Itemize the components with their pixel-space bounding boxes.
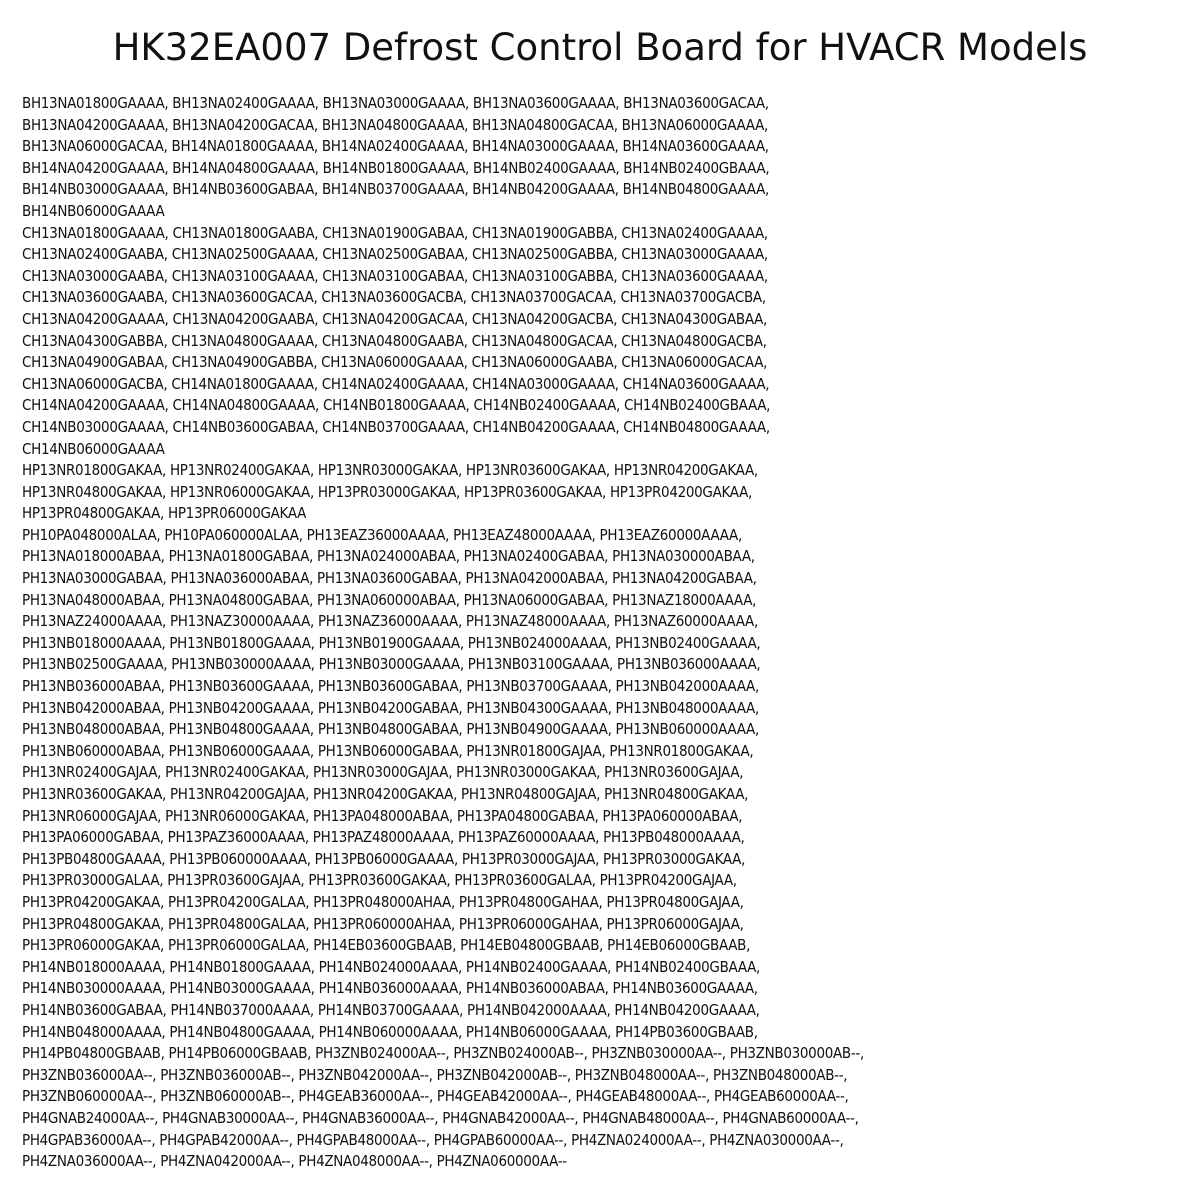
model-list-line: CH13NA03000GAABA, CH13NA03100GAAAA, CH13NA03100GABAA, CH13NA03100GABBA, CH13NA03600GAAAA, bbox=[22, 266, 768, 285]
model-list-line: PH14PB04800GBAAB, PH14PB06000GBAAB, PH3ZNB024000AA--, PH3ZNB024000AB--, PH3ZNB030000AA--, PH3ZNB030000AB--, bbox=[22, 1044, 864, 1063]
model-list-line: PH13NB060000ABAA, PH13NB06000GAAAA, PH13NB06000GABAA, PH13NR01800GAJAA, PH13NR01800GAKAA, bbox=[22, 741, 754, 760]
model-list-line: PH13NR06000GAJAA, PH13NR06000GAKAA, PH13PA048000ABAA, PH13PA04800GABAA, PH13PA060000ABAA, bbox=[22, 806, 743, 825]
page-title: HK32EA007 Defrost Control Board for HVACR Models bbox=[112, 26, 1088, 69]
model-list-line: HP13PR04800GAKAA, HP13PR06000GAKAA bbox=[22, 504, 307, 523]
model-list-line: PH13NA018000ABAA, PH13NA01800GABAA, PH13NA024000ABAA, PH13NA02400GABAA, PH13NA030000ABAA, bbox=[22, 547, 755, 566]
model-list-line: PH4GNAB24000AA--, PH4GNAB30000AA--, PH4GNAB36000AA--, PH4GNAB42000AA--, PH4GNAB48000AA--, PH4GNAB60000AA--, bbox=[22, 1108, 859, 1127]
model-list-line: PH14NB030000AAAA, PH14NB03000GAAAA, PH14NB036000AAAA, PH14NB036000ABAA, PH14NB03600GAAAA, bbox=[22, 979, 758, 998]
model-list-line: BH14NA04200GAAAA, BH14NA04800GAAAA, BH14NB01800GAAAA, BH14NB02400GAAAA, BH14NB02400GBAAA, bbox=[22, 158, 770, 177]
model-list-line: PH13PB04800GAAAA, PH13PB060000AAAA, PH13PB06000GAAAA, PH13PR03000GAJAA, PH13PR03000GAKAA, bbox=[22, 849, 746, 868]
model-list-line: PH13PR04800GAKAA, PH13PR04800GALAA, PH13PR060000AHAA, PH13PR06000GAHAA, PH13PR06000GAJAA, bbox=[22, 914, 744, 933]
model-list-line: PH3ZNB060000AA--, PH3ZNB060000AB--, PH4GEAB36000AA--, PH4GEAB42000AA--, PH4GEAB48000AA--, PH4GEAB60000AA--, bbox=[22, 1087, 849, 1106]
model-list-line: CH13NA04200GAAAA, CH13NA04200GAABA, CH13NA04200GACAA, CH13NA04200GACBA, CH13NA04300GABAA, bbox=[22, 309, 768, 328]
model-list-line: CH13NA03600GAABA, CH13NA03600GACAA, CH13NA03600GACBA, CH13NA03700GACAA, CH13NA03700GACBA, bbox=[22, 288, 766, 307]
model-list-line: PH13NB018000AAAA, PH13NB01800GAAAA, PH13NB01900GAAAA, PH13NB024000AAAA, PH13NB02400GAAAA, bbox=[22, 633, 761, 652]
model-list-line: PH14NB03600GABAA, PH14NB037000AAAA, PH14NB03700GAAAA, PH14NB042000AAAA, PH14NB04200GAAAA, bbox=[22, 1000, 760, 1019]
model-list-line: BH13NA06000GACAA, BH14NA01800GAAAA, BH14NA02400GAAAA, BH14NA03000GAAAA, BH14NA03600GAAAA, bbox=[22, 137, 769, 156]
model-list-line: BH13NA01800GAAAA, BH13NA02400GAAAA, BH13NA03000GAAAA, BH13NA03600GAAAA, BH13NA03600GACAA, bbox=[22, 94, 769, 112]
model-list-line: PH4ZNA036000AA--, PH4ZNA042000AA--, PH4ZNA048000AA--, PH4ZNA060000AA-- bbox=[22, 1152, 567, 1171]
model-list-line: PH13NR03600GAKAA, PH13NR04200GAJAA, PH13NR04200GAKAA, PH13NR04800GAJAA, PH13NR04800GAKAA, bbox=[22, 785, 749, 803]
model-list-line: PH13NA048000ABAA, PH13NA04800GABAA, PH13NA060000ABAA, PH13NA06000GABAA, PH13NAZ18000AAAA, bbox=[22, 590, 757, 609]
model-list-line: PH14NB018000AAAA, PH14NB01800GAAAA, PH14NB024000AAAA, PH14NB02400GAAAA, PH14NB02400GBAAA, bbox=[22, 957, 761, 976]
model-list-line: CH13NA04300GABBA, CH13NA04800GAAAA, CH13NA04800GAABA, CH13NA04800GACAA, CH13NA04800GACBA, bbox=[22, 331, 767, 350]
model-list-line: CH13NA01800GAAAA, CH13NA01800GAABA, CH13NA01900GABAA, CH13NA01900GABBA, CH13NA02400GAAAA, bbox=[22, 223, 768, 242]
model-list-line: PH13PA06000GABAA, PH13PAZ36000AAAA, PH13PAZ48000AAAA, PH13PAZ60000AAAA, PH13PB048000AAAA, bbox=[22, 828, 745, 847]
model-list-line: HP13NR04800GAKAA, HP13NR06000GAKAA, HP13PR03000GAKAA, HP13PR03600GAKAA, HP13PR04200GAKAA, bbox=[22, 482, 752, 501]
model-list-line: PH13PR03000GALAA, PH13PR03600GAJAA, PH13PR03600GAKAA, PH13PR03600GALAA, PH13PR04200GAJAA, bbox=[22, 871, 737, 890]
model-list-line: CH14NA04200GAAAA, CH14NA04800GAAAA, CH14NB01800GAAAA, CH14NB02400GAAAA, CH14NB02400GBAAA, bbox=[22, 396, 771, 415]
model-list-line: PH4GPAB36000AA--, PH4GPAB42000AA--, PH4GPAB48000AA--, PH4GPAB60000AA--, PH4ZNA024000AA--, PH4ZNA030000AA--, bbox=[22, 1130, 844, 1149]
model-list-line: BH14NB03000GAAAA, BH14NB03600GABAA, BH14NB03700GAAAA, BH14NB04200GAAAA, BH14NB04800GAAAA, bbox=[22, 180, 769, 199]
model-list-line: PH13PR04200GAKAA, PH13PR04200GALAA, PH13PR048000AHAA, PH13PR04800GAHAA, PH13PR04800GAJAA, bbox=[22, 892, 744, 911]
model-list-line: PH13NB042000ABAA, PH13NB04200GAAAA, PH13NB04200GABAA, PH13NB04300GAAAA, PH13NB048000AAAA, bbox=[22, 698, 759, 717]
model-list-line: HP13NR01800GAKAA, HP13NR02400GAKAA, HP13NR03000GAKAA, HP13NR03600GAKAA, HP13NR04200GAKAA, bbox=[22, 461, 758, 480]
model-list-line: PH14NB048000AAAA, PH14NB04800GAAAA, PH14NB060000AAAA, PH14NB06000GAAAA, PH14PB03600GBAAB, bbox=[22, 1022, 758, 1041]
model-list-line: CH13NA06000GACBA, CH14NA01800GAAAA, CH14NA02400GAAAA, CH14NA03000GAAAA, CH14NA03600GAAAA, bbox=[22, 374, 770, 393]
model-list-line: CH13NA04900GABAA, CH13NA04900GABBA, CH13NA06000GAAAA, CH13NA06000GAABA, CH13NA06000GACAA, bbox=[22, 353, 768, 372]
model-list-line: PH13PR06000GAKAA, PH13PR06000GALAA, PH14EB03600GBAAB, PH14EB04800GBAAB, PH14EB06000GBAAB, bbox=[22, 936, 751, 955]
model-list bbox=[22, 93, 1192, 1173]
model-list-line: PH13NAZ24000AAAA, PH13NAZ30000AAAA, PH13NAZ36000AAAA, PH13NAZ48000AAAA, PH13NAZ60000AAAA, bbox=[22, 612, 758, 631]
model-list-line: CH14NB03000GAAAA, CH14NB03600GABAA, CH14NB03700GAAAA, CH14NB04200GAAAA, CH14NB04800GAAAA, bbox=[22, 417, 770, 436]
model-list-line: CH13NA02400GAABA, CH13NA02500GAAAA, CH13NA02500GABAA, CH13NA02500GABBA, CH13NA03000GAAAA, bbox=[22, 245, 768, 264]
model-list-line: PH13NB036000ABAA, PH13NB03600GAAAA, PH13NB03600GABAA, PH13NB03700GAAAA, PH13NB042000AAAA, bbox=[22, 677, 759, 696]
model-list-line: PH10PA048000ALAA, PH10PA060000ALAA, PH13EAZ36000AAAA, PH13EAZ48000AAAA, PH13EAZ60000AAAA, bbox=[22, 525, 742, 544]
model-list-line: PH13NB048000ABAA, PH13NB04800GAAAA, PH13NB04800GABAA, PH13NB04900GAAAA, PH13NB060000AAAA, bbox=[22, 720, 759, 739]
model-list-line: PH13NR02400GAJAA, PH13NR02400GAKAA, PH13NR03000GAJAA, PH13NR03000GAKAA, PH13NR03600GAJAA, bbox=[22, 763, 744, 782]
model-list-line: BH13NA04200GAAAA, BH13NA04200GACAA, BH13NA04800GAAAA, BH13NA04800GACAA, BH13NA06000GAAAA, bbox=[22, 115, 769, 134]
model-list-line: PH3ZNB036000AA--, PH3ZNB036000AB--, PH3ZNB042000AA--, PH3ZNB042000AB--, PH3ZNB048000AA--, PH3ZNB048000AB--, bbox=[22, 1065, 848, 1084]
model-list-line: PH13NA03000GABAA, PH13NA036000ABAA, PH13NA03600GABAA, PH13NA042000ABAA, PH13NA04200GABAA, bbox=[22, 569, 757, 588]
model-list-line: BH14NB06000GAAAA bbox=[22, 201, 165, 220]
model-list-line: PH13NB02500GAAAA, PH13NB030000AAAA, PH13NB03000GAAAA, PH13NB03100GAAAA, PH13NB036000AAAA, bbox=[22, 655, 761, 674]
model-list-line: CH14NB06000GAAAA bbox=[22, 439, 165, 458]
